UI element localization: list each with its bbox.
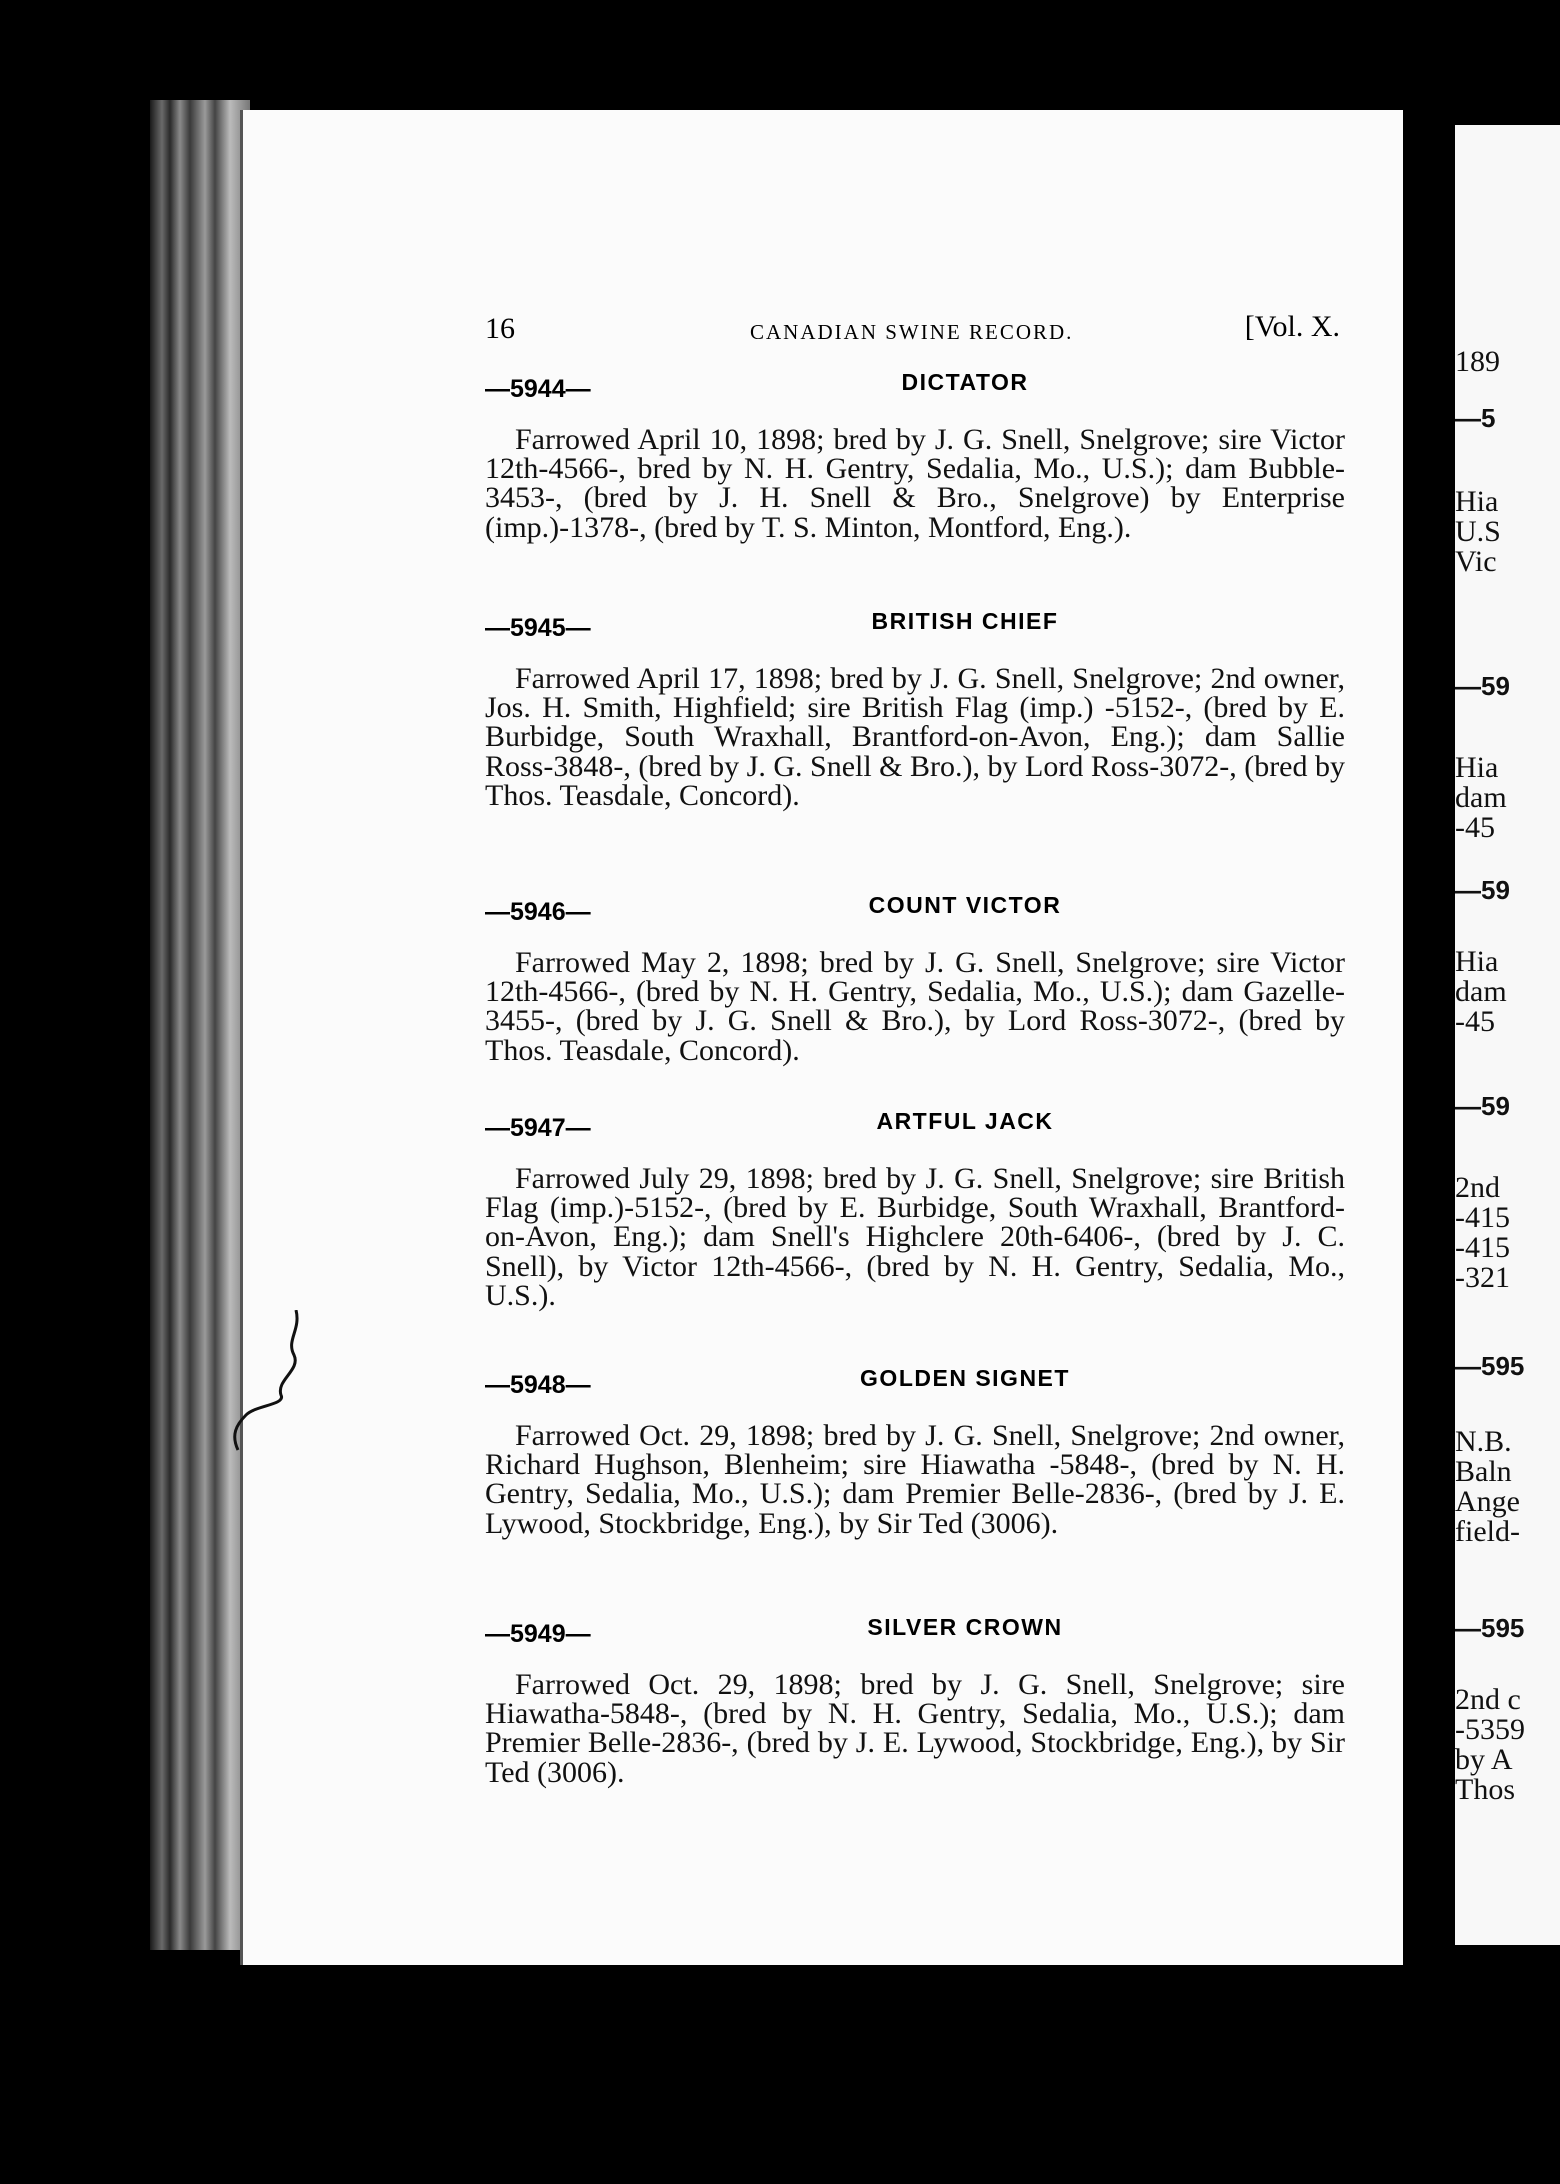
- right-page-text: -321: [1455, 1261, 1510, 1294]
- entry-text: Farrowed July 29, 1898; bred by J. G. Snell, Snelgrove; sire British Flag (imp.)-5152-, (bred by E. Burbidge, South Wraxhall, Brantford-on-Avon, Eng.); dam Snell's Highclere 20th-6406-, (bred by J. C. Snell), by Victor 12th-4566-, (bred by N. H. Gentry, Sedalia, Mo., U.S.).: [485, 1162, 1345, 1312]
- right-page-text: -5359: [1455, 1713, 1525, 1746]
- entry-text: Farrowed May 2, 1898; bred by J. G. Snell, Snelgrove; sire Victor 12th-4566-, (bred by N. H. Gentry, Sedalia, Mo., U.S.); dam Gazelle-3455-, (bred by J. G. Snell & Bro.), by Lord Ross-3072-, (bred by Thos. Teasdale, Concord).: [485, 946, 1345, 1067]
- right-page-text: —59: [1455, 1091, 1510, 1121]
- right-page-text: —595: [1455, 1351, 1525, 1381]
- right-page-text: Baln: [1455, 1455, 1512, 1488]
- entry-name: GOLDEN SIGNET: [860, 1365, 1070, 1391]
- right-page-text: -45: [1455, 1005, 1495, 1038]
- right-page-text: Ange: [1455, 1485, 1520, 1518]
- book-spine-edges: [150, 100, 250, 1950]
- entry-name: BRITISH CHIEF: [871, 608, 1059, 634]
- entry-text: Farrowed Oct. 29, 1898; bred by J. G. Snell, Snelgrove; sire Hiawatha-5848-, (bred by N. H. Gentry, Sedalia, Mo., U.S.); dam Premier Belle-2836-, (bred by J. E. Lywood, Stockbridge, Eng.), by Sir Ted (3006).: [485, 1668, 1345, 1789]
- ink-squiggle-mark: [226, 1310, 306, 1460]
- right-page-text: -45: [1455, 811, 1495, 844]
- right-page-text: —5: [1455, 403, 1496, 433]
- right-page-text: Vic: [1455, 545, 1497, 578]
- entry-number: —5949—: [485, 1620, 591, 1648]
- page-header: [485, 312, 1345, 352]
- page-number: 16: [485, 312, 515, 345]
- right-page-text: 2nd: [1455, 1171, 1500, 1204]
- entry-name: COUNT VICTOR: [868, 892, 1062, 918]
- right-page-text: —59: [1455, 671, 1510, 701]
- right-page-text: Hia: [1455, 945, 1499, 978]
- entry-number: —5948—: [485, 1371, 591, 1399]
- entry-name: DICTATOR: [901, 369, 1029, 395]
- entry-name: ARTFUL JACK: [876, 1108, 1054, 1134]
- right-page-text: field-: [1455, 1515, 1520, 1548]
- entry-text: Farrowed Oct. 29, 1898; bred by J. G. Snell, Snelgrove; 2nd owner, Richard Hughson, Blenheim; sire Hiawatha -5848-, (bred by N. H. Gentry, Sedalia, Mo., U.S.); dam Premier Belle-2836-, (bred by J. E. Lywood, Stockbridge, Eng.), by Sir Ted (3006).: [485, 1419, 1345, 1540]
- right-page-text: Thos: [1455, 1773, 1515, 1806]
- right-page-text: —59: [1455, 875, 1510, 905]
- right-page-text: dam: [1455, 781, 1507, 814]
- right-page-text: U.S: [1455, 515, 1501, 548]
- right-page-fragment: [1455, 125, 1560, 1945]
- entry-name: SILVER CROWN: [867, 1614, 1063, 1640]
- entry-text: Farrowed April 17, 1898; bred by J. G. Snell, Snelgrove; 2nd owner, Jos. H. Smith, Highfield; sire British Flag (imp.) -5152-, (bred by E. Burbidge, South Wraxhall, Brantford-on-Avon, Eng.); dam Sallie Ross-3848-, (bred by J. G. Snell & Bro.), by Lord Ross-3072-, (bred by Thos. Teasdale, Concord).: [485, 662, 1345, 812]
- entry-number: —5944—: [485, 375, 591, 403]
- right-page-text: dam: [1455, 975, 1507, 1008]
- right-page-text: N.B.: [1455, 1425, 1512, 1458]
- right-page-text: by A: [1455, 1743, 1513, 1776]
- right-page-text: —595: [1455, 1613, 1525, 1643]
- entry-text: Farrowed April 10, 1898; bred by J. G. Snell, Snelgrove; sire Victor 12th-4566-, bred by N. H. Gentry, Sedalia, Mo., U.S.); dam Bubble-3453-, (bred by J. H. Snell & Bro., Snelgrove) by Enterprise (imp.)-1378-, (bred by T. S. Minton, Montford, Eng.).: [485, 423, 1345, 544]
- volume-label: [Vol. X.: [1244, 310, 1340, 343]
- running-title: CANADIAN SWINE RECORD.: [750, 320, 1074, 344]
- right-page-text: Hia: [1455, 751, 1499, 784]
- entry-number: —5946—: [485, 898, 591, 926]
- right-page-text: Hia: [1455, 485, 1499, 518]
- entry-number: —5945—: [485, 614, 591, 642]
- entry-number: —5947—: [485, 1114, 591, 1142]
- right-page-text: 189: [1455, 345, 1500, 378]
- right-page-text: -415: [1455, 1201, 1510, 1234]
- right-page-text: -415: [1455, 1231, 1510, 1264]
- right-page-text: 2nd c: [1455, 1683, 1521, 1716]
